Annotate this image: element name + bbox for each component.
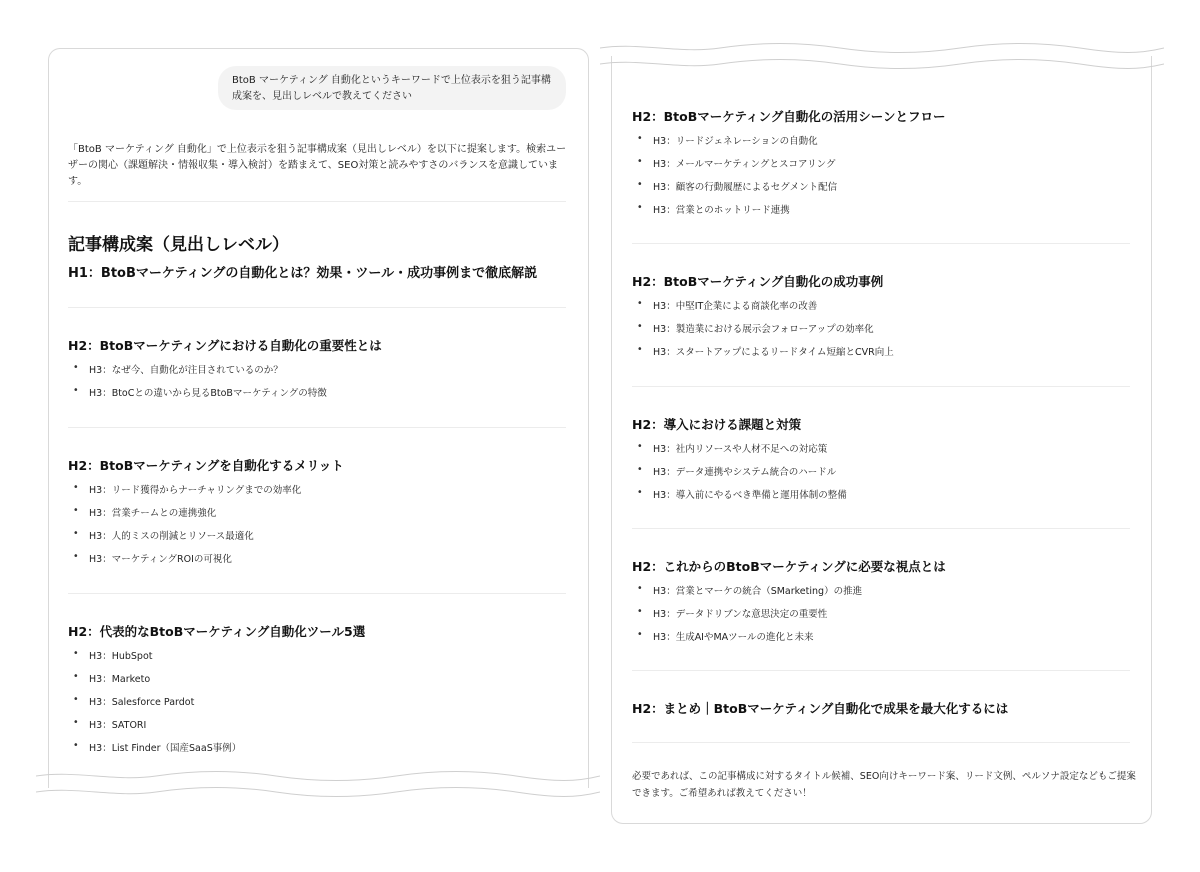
subheading-item: • H3：顧客の行動履歴によるセグメント配信 bbox=[653, 179, 837, 193]
divider bbox=[68, 593, 566, 594]
subheading-item: • H3：生成AIやMAツールの進化と未来 bbox=[653, 629, 814, 643]
subheading-item: • H3：HubSpot bbox=[89, 648, 152, 662]
section-heading: H2：BtoBマーケティング自動化の活用シーンとフロー bbox=[632, 109, 946, 124]
assistant-intro: 「BtoB マーケティング 自動化」で上位表示を狙う記事構成案（見出しレベル）を以下に提案します。検索ユーザーの関心（課題解決・情報収集・導入検討）を踏まえて、SEO対策と読みやすさのバランスを意識しています。 bbox=[68, 144, 567, 187]
subheading-item: • H3：Marketo bbox=[89, 671, 150, 685]
subheading-item: • H3：データ連携やシステム統合のハードル bbox=[653, 464, 836, 478]
section-heading: H2：BtoBマーケティングを自動化するメリット bbox=[68, 458, 344, 473]
divider bbox=[632, 386, 1130, 387]
subheading-item: • H3：営業とマーケの統合（SMarketing）の推進 bbox=[653, 583, 862, 597]
subheading-item: • H3：リード獲得からナーチャリングまでの効率化 bbox=[89, 482, 301, 496]
subheading-item: • H3：なぜ今、自動化が注目されているのか？ bbox=[89, 362, 283, 376]
section-heading: H2：導入における課題と対策 bbox=[632, 417, 802, 432]
outline-title: 記事構成案（見出しレベル） bbox=[68, 235, 289, 255]
subheading-item: • H3：人的ミスの削減とリソース最適化 bbox=[89, 528, 254, 542]
subheading-item: • H3：営業とのホットリード連携 bbox=[653, 202, 790, 216]
subheading-item: • H3：SATORI bbox=[89, 717, 146, 731]
divider bbox=[632, 742, 1130, 743]
subheading-item: • H3：BtoCとの違いから見るBtoBマーケティングの特徴 bbox=[89, 385, 327, 399]
subheading-item: • H3：営業チームとの連携強化 bbox=[89, 505, 216, 519]
user-message-bubble: BtoB マーケティング 自動化というキーワードで上位表示を狙う記事構成案を、見出しレベルで教えてください bbox=[218, 66, 566, 110]
divider bbox=[632, 528, 1130, 529]
section-heading: H2：代表的なBtoBマーケティング自動化ツール5選 bbox=[68, 624, 366, 639]
subheading-item: • H3：マーケティングROIの可視化 bbox=[89, 551, 232, 565]
section-heading: H2：まとめ｜BtoBマーケティング自動化で成果を最大化するには bbox=[632, 701, 1009, 716]
divider bbox=[632, 243, 1130, 244]
subheading-item: • H3：メールマーケティングとスコアリング bbox=[653, 156, 835, 170]
section-heading: H2：BtoBマーケティング自動化の成功事例 bbox=[632, 274, 884, 289]
divider bbox=[632, 670, 1130, 671]
subheading-item: • H3：社内リソースや人材不足への対応策 bbox=[653, 441, 827, 455]
subheading-item: • H3：List Finder（国産SaaS事例） bbox=[89, 740, 241, 754]
assistant-outro: 必要であれば、この記事構成に対するタイトル候補、SEO向けキーワード案、リード文例、ペルソナ設定などもご提案できます。ご希望あれば教えてください！ bbox=[632, 771, 1136, 799]
subheading-item: • H3：中堅IT企業による商談化率の改善 bbox=[653, 298, 817, 312]
section-heading: H2：これからのBtoBマーケティングに必要な視点とは bbox=[632, 559, 946, 574]
subheading-item: • H3：Salesforce Pardot bbox=[89, 694, 194, 708]
subheading-item: • H3：データドリブンな意思決定の重要性 bbox=[653, 606, 827, 620]
section-heading: H2：BtoBマーケティングにおける自動化の重要性とは bbox=[68, 338, 382, 353]
divider bbox=[68, 307, 566, 308]
h1-heading: H1：BtoBマーケティングの自動化とは？効果・ツール・成功事例まで徹底解説 bbox=[68, 266, 538, 281]
subheading-item: • H3：リードジェネレーションの自動化 bbox=[653, 133, 818, 147]
divider bbox=[68, 201, 566, 202]
subheading-item: • H3：製造業における展示会フォローアップの効率化 bbox=[653, 321, 874, 335]
subheading-item: • H3：導入前にやるべき準備と運用体制の整備 bbox=[653, 487, 847, 501]
torn-edge-top bbox=[600, 40, 1164, 74]
divider bbox=[68, 427, 566, 428]
torn-edge-bottom bbox=[36, 768, 600, 802]
subheading-item: • H3：スタートアップによるリードタイム短縮とCVR向上 bbox=[653, 344, 894, 358]
